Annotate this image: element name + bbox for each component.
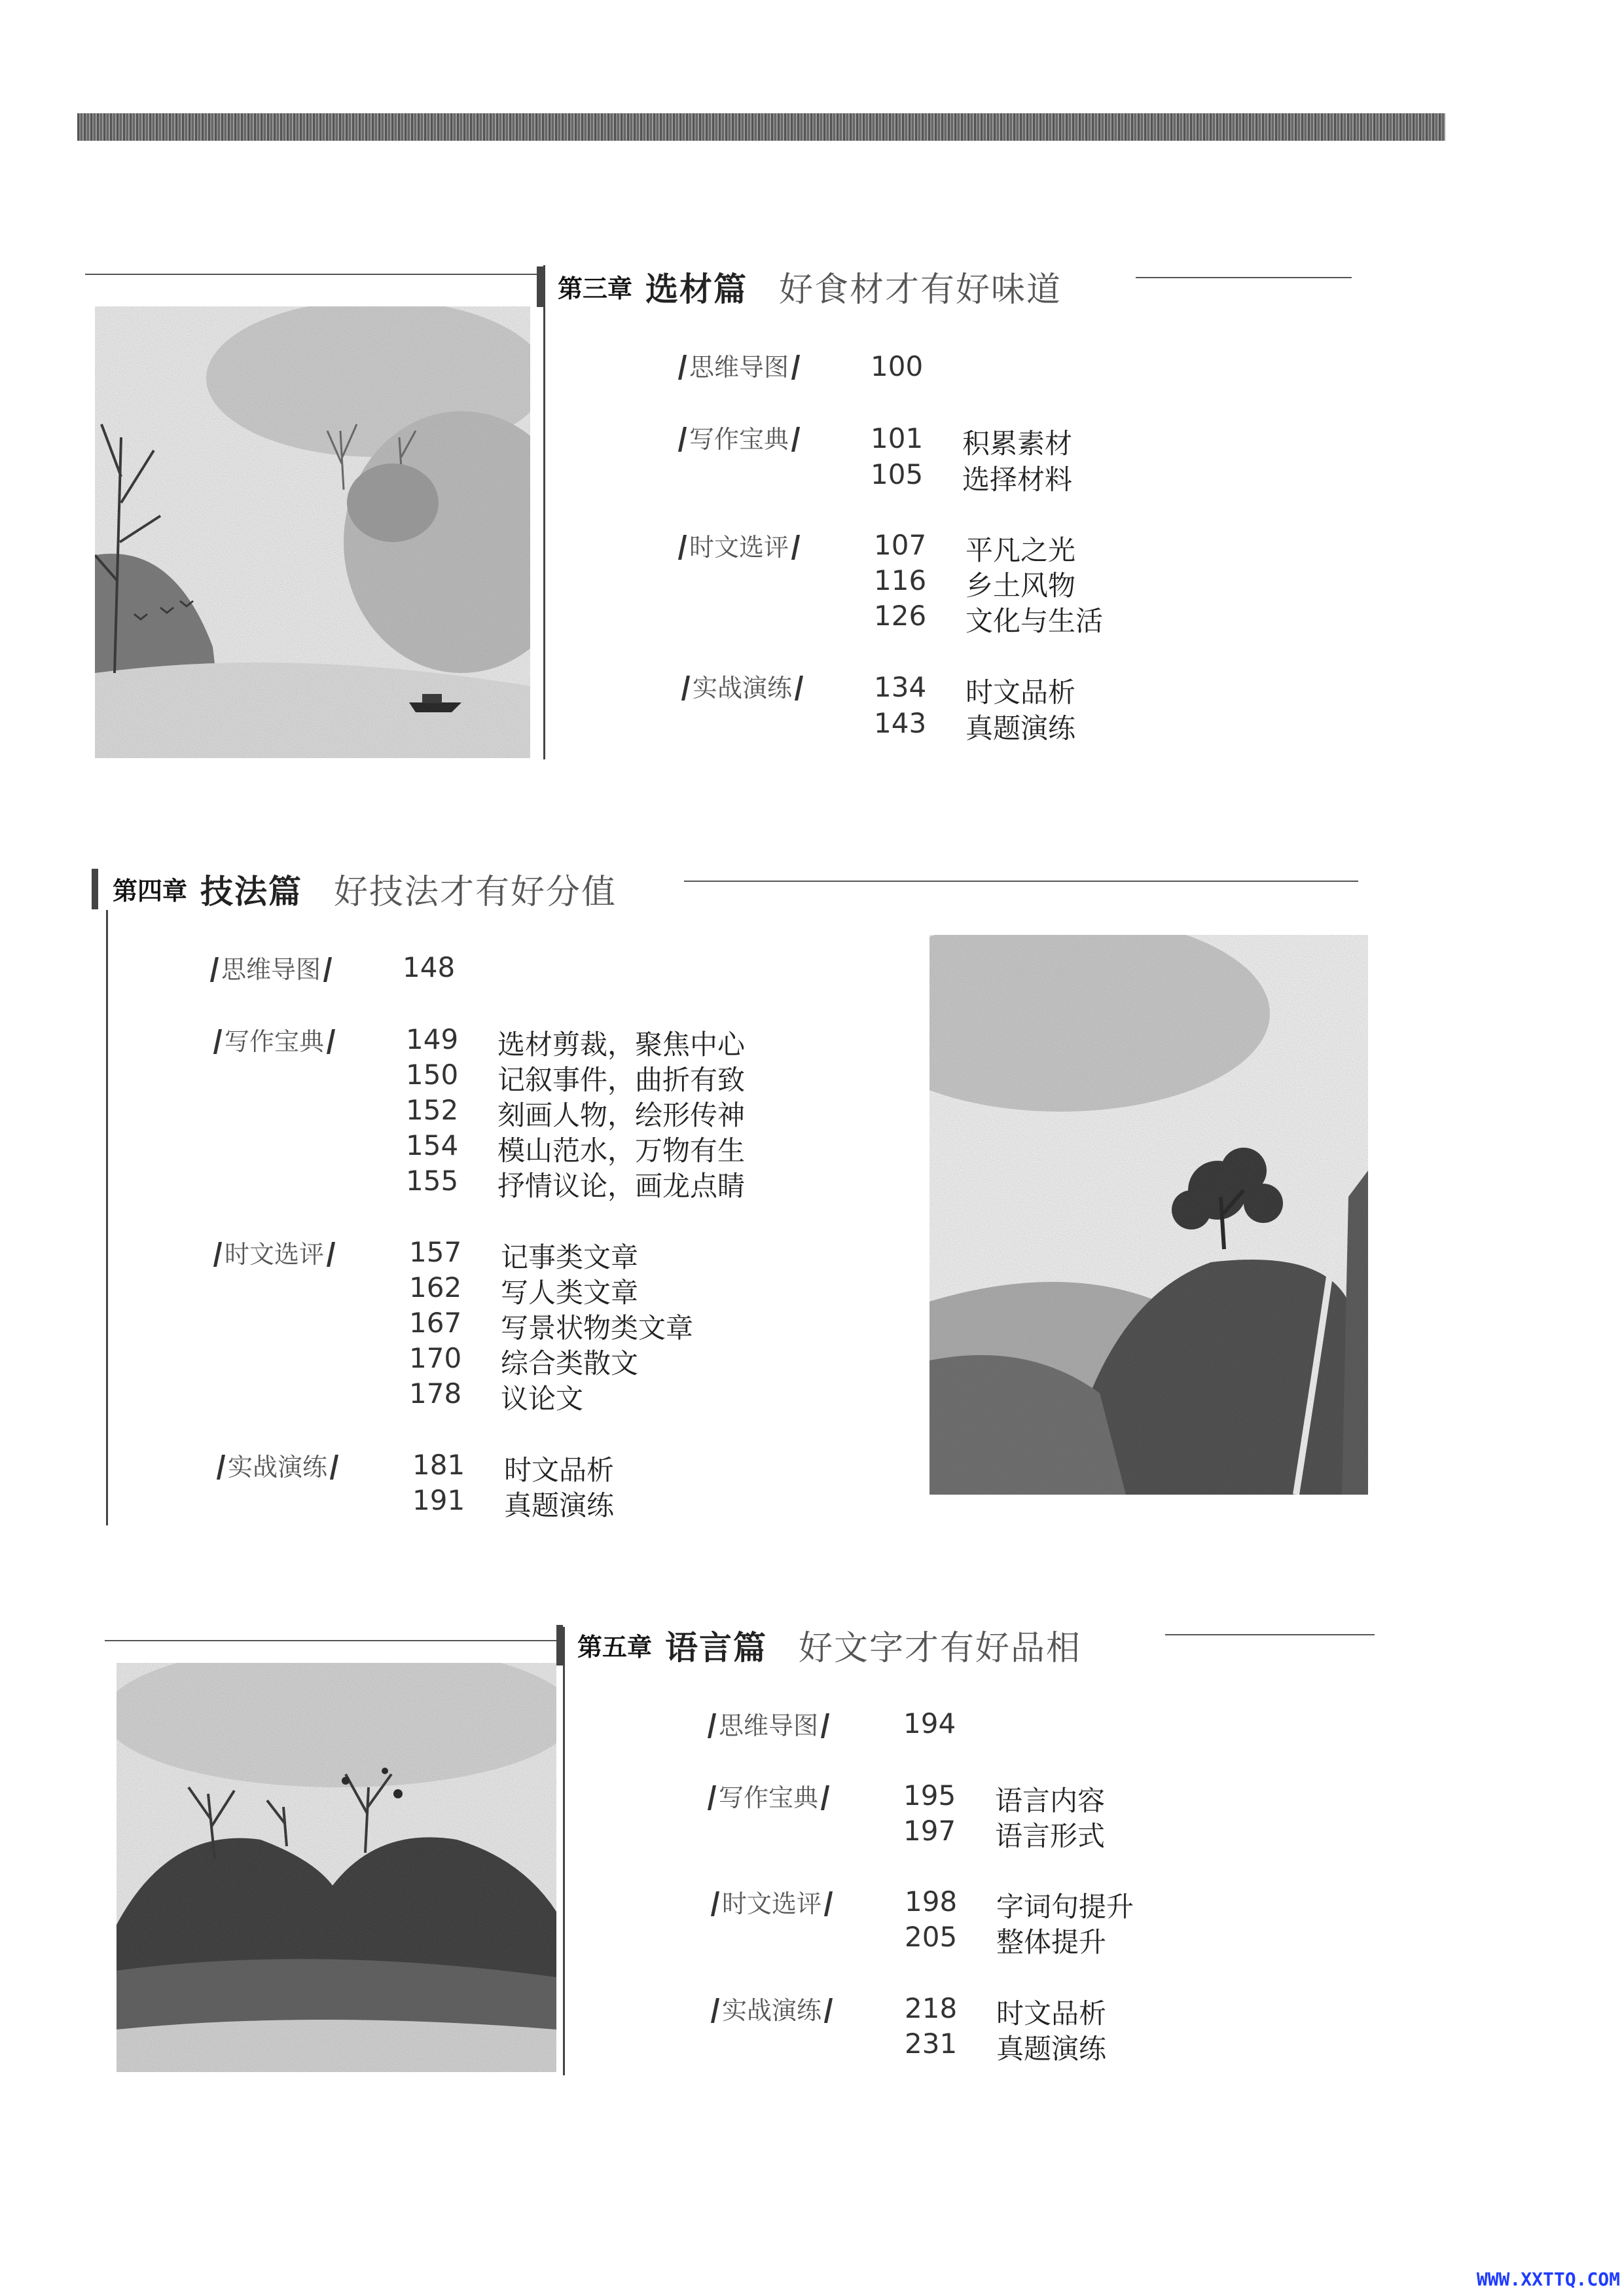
toc-entry-title: 议论文	[501, 1383, 584, 1415]
section-label: 写作宝典	[710, 1777, 827, 1813]
toc-entry-title: 积累素材	[962, 428, 1073, 460]
chapter3-illustration	[95, 306, 530, 758]
chapter5-number: 第五章	[577, 1633, 653, 1662]
toc-page-number: 205	[905, 1921, 958, 1953]
chapter3-heading-bar	[537, 266, 543, 307]
toc-entry-title: 真题演练	[996, 2033, 1107, 2065]
chapter5-subtitle: 好文字才有好品相	[799, 1629, 1082, 1668]
toc-page-number: 191	[412, 1484, 465, 1516]
toc-page-number: 194	[903, 1707, 956, 1739]
chapter4-right-rule	[684, 881, 1358, 882]
toc-page-number: 197	[903, 1815, 956, 1847]
chapter4-illustration	[929, 935, 1368, 1495]
top-banner-bar	[77, 113, 1445, 141]
toc-entry-title: 真题演练	[504, 1489, 615, 1521]
toc-entry-title: 选材剪裁，聚焦中心	[497, 1029, 746, 1061]
section-label: 时文选评	[713, 1884, 830, 1920]
toc-page-number: 157	[409, 1236, 462, 1268]
section-label: 实战演练	[219, 1447, 336, 1483]
toc-page-number: 155	[406, 1165, 459, 1197]
chapter4-heading	[92, 864, 617, 913]
chapter5-right-rule	[1165, 1634, 1375, 1635]
footer-watermark-url[interactable]: WWW.XXTTQ.COM	[1476, 2268, 1620, 2290]
toc-entry-title: 平凡之光	[965, 534, 1076, 566]
toc-entry-title: 真题演练	[965, 712, 1076, 744]
toc-entry-title: 选择材料	[962, 464, 1073, 496]
toc-page-number: 162	[409, 1271, 462, 1303]
toc-page-number: 167	[409, 1307, 462, 1339]
chapter4-heading-bar	[92, 869, 98, 909]
toc-entry-title: 记叙事件，曲折有致	[497, 1064, 746, 1096]
chapter4-number: 第四章	[113, 877, 188, 905]
chapter4-name: 技法篇	[200, 872, 303, 911]
section-label: 实战演练	[713, 1990, 830, 2026]
toc-page-number: 148	[403, 951, 456, 983]
toc-page-number: 198	[905, 1885, 958, 1918]
chapter3-name: 选材篇	[645, 270, 748, 308]
toc-page-number: 134	[874, 671, 927, 703]
section-label: 思维导图	[710, 1705, 827, 1741]
section-label: 实战演练	[684, 668, 801, 704]
chapter5-illustration	[117, 1663, 556, 2072]
section-label: 写作宝典	[216, 1021, 333, 1057]
chapter5-heading	[556, 1620, 1081, 1669]
chapter5-heading-bar	[556, 1625, 563, 1666]
toc-page-number: 143	[874, 707, 927, 739]
toc-entry-title: 语言形式	[995, 1820, 1106, 1852]
toc-page-number: 152	[406, 1094, 459, 1126]
toc-page-number: 116	[874, 564, 927, 596]
toc-page-number: 150	[406, 1059, 459, 1091]
toc-entry-title: 整体提升	[996, 1926, 1107, 1958]
toc-page-number: 107	[874, 529, 927, 561]
toc-entry-title: 时文品析	[504, 1454, 615, 1486]
section-label: 思维导图	[213, 949, 329, 985]
toc-page-number: 195	[903, 1779, 956, 1812]
chapter3-number: 第三章	[558, 274, 633, 303]
chapter5-name: 语言篇	[665, 1628, 768, 1667]
toc-page-number: 105	[871, 458, 924, 490]
toc-page-number: 101	[871, 422, 924, 454]
section-label: 时文选评	[681, 527, 797, 563]
toc-entry-title: 写人类文章	[501, 1277, 639, 1309]
toc-entry-title: 模山范水，万物有生	[497, 1135, 746, 1167]
toc-entry-title: 记事类文章	[501, 1241, 639, 1273]
toc-entry-title: 时文品析	[965, 676, 1076, 708]
chapter3-subtitle: 好食材才有好味道	[779, 270, 1062, 310]
toc-entry-title: 刻画人物，绘形传神	[497, 1099, 746, 1131]
toc-entry-title: 抒情议论，画龙点睛	[497, 1170, 746, 1202]
toc-page-number: 181	[412, 1449, 465, 1481]
toc-page-number: 100	[871, 350, 924, 382]
toc-page-number: 178	[409, 1377, 462, 1410]
chapter5-divider	[563, 1627, 565, 2075]
section-label: 时文选评	[216, 1234, 333, 1270]
toc-entry-title: 字词句提升	[996, 1891, 1134, 1923]
toc-entry-title: 文化与生活	[965, 605, 1104, 637]
toc-entry-title: 乡土风物	[965, 570, 1076, 602]
chapter3-right-rule	[1136, 277, 1352, 278]
toc-entry-title: 时文品析	[996, 1997, 1107, 2030]
chapter4-subtitle: 好技法才有好分值	[334, 873, 617, 912]
chapter4-divider	[106, 910, 108, 1525]
chapter3-divider	[543, 265, 545, 759]
toc-page-number: 218	[905, 1992, 958, 2024]
toc-entry-title: 语言内容	[995, 1785, 1106, 1817]
toc-entry-title: 写景状物类文章	[501, 1312, 694, 1344]
chapter5-left-rule	[105, 1640, 556, 1641]
toc-entry-title: 综合类散文	[501, 1347, 639, 1379]
section-label: 思维导图	[681, 347, 797, 383]
chapter3-left-rule	[85, 274, 537, 275]
toc-page-number: 154	[406, 1129, 459, 1161]
toc-page-number: 170	[409, 1342, 462, 1374]
section-label: 写作宝典	[681, 419, 797, 455]
toc-page-number: 231	[905, 2028, 958, 2060]
chapter3-heading	[537, 262, 1062, 311]
toc-page-number: 149	[406, 1023, 459, 1055]
toc-page-number: 126	[874, 600, 927, 632]
